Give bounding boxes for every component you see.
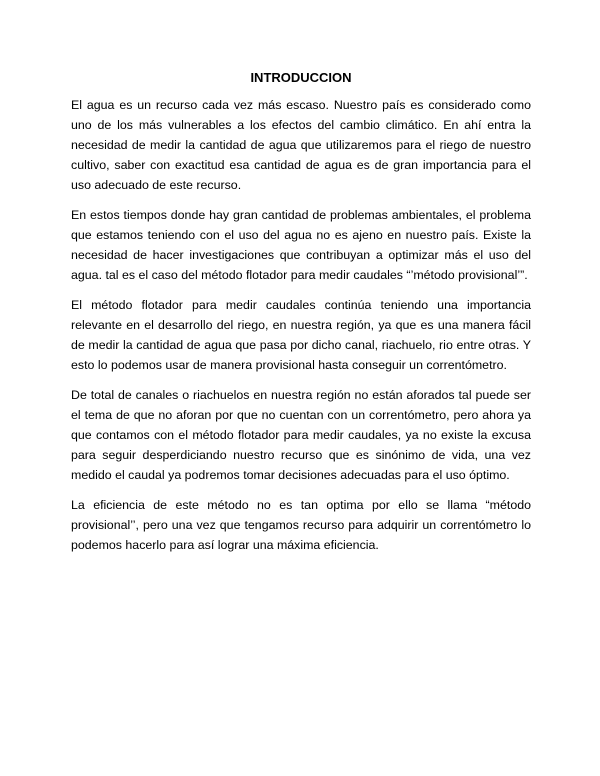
- document-page: [71, 70, 531, 565]
- paragraph-5: La eficiencia de este método no es tan optima por ello se llama “método provisional’’, pero una vez que tengamos recurso para adquirir un correntómetro lo podemos hacerlo para así lograr una máxima eficiencia.: [71, 498, 531, 552]
- paragraph-1: El agua es un recurso cada vez más escaso. Nuestro país es considerado como uno de los más vulnerables a los efectos del cambio climático. En ahí entra la necesidad de medir la cantidad de agua que utilizaremos para el riego de nuestro cultivo, saber con exactitud esa cantidad de agua es de gran importancia para el uso adecuado de este recurso.: [71, 98, 531, 192]
- paragraph-2: En estos tiempos donde hay gran cantidad de problemas ambientales, el problema que estamos teniendo con el uso del agua no es ajeno en nuestro país. Existe la necesidad de hacer investigaciones que contribuyan a optimizar más el uso del agua. tal es el caso del método flotador para medir caudales “’método provisional’”.: [71, 208, 531, 282]
- paragraph-3: El método flotador para medir caudales continúa teniendo una importancia relevante en el desarrollo del riego, en nuestra región, ya que es una manera fácil de medir la cantidad de agua que pasa por dicho canal, riachuelo, rio entre otras. Y esto lo podemos usar de manera provisional hasta conseguir un correntómetro.: [71, 298, 531, 372]
- paragraph-4: De total de canales o riachuelos en nuestra región no están aforados tal puede ser el tema de que no aforan por que no cuentan con un correntómetro, pero ahora ya que contamos con el método flotador para medir caudales, ya no existe la excusa para seguir desperdiciando nuestro recurso que es sinónimo de vida, una vez medido el caudal ya podremos tomar decisiones adecuadas para el uso óptimo.: [71, 388, 531, 482]
- document-title: INTRODUCCION: [250, 70, 352, 85]
